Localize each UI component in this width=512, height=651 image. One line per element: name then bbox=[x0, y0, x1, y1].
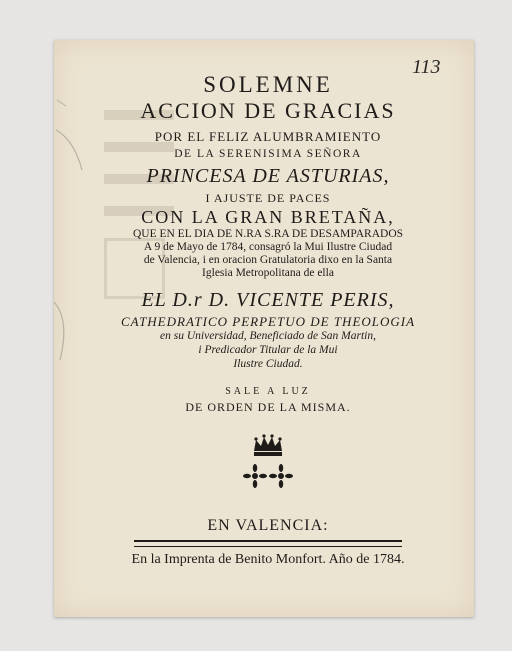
body-line: A 9 de Mayo de 1784, consagró la Mui Ilustre Ciudad bbox=[143, 241, 393, 253]
subtitle-line: POR EL FELIZ ALUMBRAMIENTO bbox=[154, 129, 382, 144]
title-block bbox=[78, 72, 458, 569]
title-line-2: ACCION DE GRACIAS bbox=[140, 98, 396, 123]
author-name: EL D.r D. VICENTE PERIS, bbox=[141, 289, 395, 311]
fleuron-icon bbox=[243, 463, 293, 489]
title-line-1: SOLEMNE bbox=[203, 72, 333, 97]
body-line: Iglesia Metropolitana de ella bbox=[202, 267, 334, 279]
author-detail: Ilustre Ciudad. bbox=[233, 358, 303, 370]
britain-line: CON LA GRAN BRETAÑA, bbox=[141, 207, 395, 227]
double-rule bbox=[134, 540, 402, 547]
subtitle-line: I AJUSTE DE PACES bbox=[205, 191, 331, 205]
city-name: EN VALENCIA: bbox=[207, 517, 329, 534]
body-line: de Valencia, i en oracion Gratulatoria dixo en la Santa bbox=[143, 254, 393, 266]
imprint-line: En la Imprenta de Benito Monfort. Año de 1784. bbox=[131, 552, 405, 567]
crown-icon bbox=[251, 433, 285, 457]
printer-ornaments bbox=[78, 433, 458, 497]
author-title: CATHEDRATICO PERPETUO DE THEOLOGIA bbox=[120, 314, 416, 329]
author-detail: en su Universidad, Beneficiado de San Martin, bbox=[160, 330, 376, 342]
author-detail: i Predicador Titular de la Mui bbox=[198, 344, 338, 356]
orden-line: DE ORDEN DE LA MISMA. bbox=[185, 400, 351, 414]
subtitle-line: DE LA SERENISIMA SEÑORA bbox=[174, 148, 362, 160]
princess-line: PRINCESA DE ASTURIAS, bbox=[146, 165, 390, 187]
sale-a-luz: SALE A LUZ bbox=[225, 386, 311, 397]
pencil-number: 113 bbox=[412, 56, 441, 78]
body-line: QUE EN EL DIA DE N.RA S.RA DE DESAMPARADOS bbox=[132, 228, 404, 240]
